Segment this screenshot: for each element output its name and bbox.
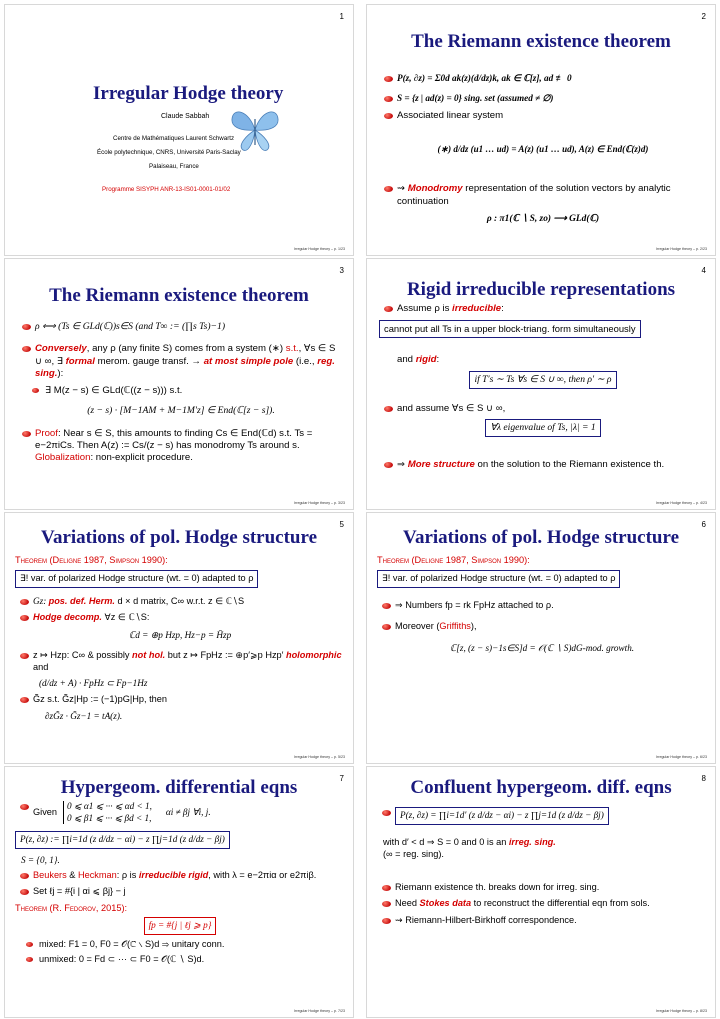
- equation-operator: P(z, ∂z) = Σ0d ak(z)(d/dz)k, ak ∈ ℂ[z], ad ≢ 0: [383, 73, 703, 85]
- holomorphic-bullet: z ↦ Hzp: C∞ & possibly not hol. but z ↦ FpHz := ⊕p′⩾p Hzp′ holomorphic and: [19, 650, 345, 674]
- riemann-breakdown-bullet: Riemann existence th. breaks down for irreg. sing.: [381, 882, 707, 894]
- proof-bullet: Proof: Near s ∈ S, this amounts to finding Cs ∈ End(ℂd) s.t. Ts = e−2πiCs. Then A(z) := Cs/(z − s) has monodromy Ts around s. Globalization: non-explicit procedure.: [21, 428, 341, 465]
- rhb-bullet: ⇝ Riemann-Hilbert-Birkhoff correspondence.: [381, 915, 707, 927]
- singular-set: S = {0, 1}.: [21, 854, 60, 865]
- footer: Irregular Hodge theory – p. 8/23: [656, 1009, 707, 1013]
- author: Claude Sabbah: [161, 113, 210, 120]
- theorem-box: ∃! var. of polarized Hodge structure (wt. = 0) adapted to ρ: [15, 570, 258, 588]
- affiliation-1: Centre de Mathématiques Laurent Schwartz: [113, 135, 235, 142]
- singular-set: S = {z | ad(z) = 0} sing. set (assumed ≠ ∅): [383, 93, 703, 105]
- page-number: 6: [701, 520, 706, 529]
- slide-title: Variations of pol. Hodge structure: [40, 527, 318, 548]
- footer: Irregular Hodge theory – p. 1/23: [294, 247, 345, 251]
- slide-8: [366, 766, 716, 1018]
- butterfly-icon: [229, 105, 281, 155]
- eigenvalue-box: ∀λ eigenvalue of Ts, |λ| = 1: [485, 419, 600, 437]
- page-number: 5: [339, 520, 344, 529]
- hypergeometric-operator: P(z, ∂z) := ∏i=1d (z d/dz − αi) − z ∏j=1d (z d/dz − βj): [15, 831, 230, 849]
- distinct-condition: αi ≠ βj ∀i, j.: [165, 806, 211, 817]
- griffiths-transversality: (d/dz + A) · FpHz ⊂ Fp−1Hz: [39, 678, 148, 689]
- hodge-decomp-bullet: Hodge decomp. ∀z ∈ ℂ∖S:: [19, 612, 345, 624]
- griffiths-bullet: Moreover (Griffiths),: [381, 621, 707, 633]
- footer: Irregular Hodge theory – p. 3/23: [294, 501, 345, 505]
- page-number: 1: [339, 12, 344, 21]
- theorem-label: Theorem (Deligne 1987, Simpson 1990):: [15, 555, 168, 565]
- slide-2: [366, 4, 716, 256]
- page-number: 7: [339, 774, 344, 783]
- metric-bullet: G̃z s.t. G̃z|Hp := (−1)pG|Hp, then: [19, 694, 345, 706]
- fedorov-box: fp = #{j | ℓj ⩾ p}: [144, 917, 217, 935]
- monodromy-bullet: ⇝ Monodromy representation of the solution vectors by analytic continuation: [383, 183, 703, 208]
- page-number: 2: [701, 12, 706, 21]
- page-number: 8: [701, 774, 706, 783]
- slide-title: Variations of pol. Hodge structure: [402, 527, 680, 548]
- hermitian-bullet: Gz: pos. def. Herm. d × d matrix, C∞ w.r.t. z ∈ ℂ∖S: [19, 596, 345, 608]
- rigid-box: if T′s ∼ Ts ∀s ∈ S ∪ ∞, then ρ′ ∼ ρ: [469, 371, 616, 389]
- moderate-growth-equation: ℂ[z, (z − s)−1s∈S]d = 𝒪(ℂ ∖ S)dG-mod. growth.: [449, 643, 635, 654]
- operator-bullet: [381, 807, 707, 825]
- linear-system-bullet: Associated linear system: [383, 110, 703, 122]
- mixed-sub-bullet: mixed: F1 = 0, F0 = 𝒪(ℂ ∖ S)d ⇒ unitary conn.: [15, 939, 345, 951]
- theorem-label: Theorem (R. Fedorov, 2015):: [15, 903, 128, 914]
- slide-title: The Riemann existence theorem: [411, 31, 671, 52]
- grant: Programme SISYPH ANR-13-IS01-0001-01/02: [102, 186, 231, 193]
- theorem-box: ∃! var. of polarized Hodge structure (wt. = 0) adapted to ρ: [377, 570, 620, 588]
- affiliation-3: Palaiseau, France: [149, 163, 199, 170]
- ell-bullet: Set ℓj = #{i | αi ⩽ βj} − j: [19, 886, 345, 898]
- slide-title: Confluent hypergeom. diff. eqns: [410, 777, 672, 798]
- footer: Irregular Hodge theory – p. 6/23: [656, 755, 707, 759]
- slide-1: [4, 4, 354, 256]
- irreducible-box: cannot put all Ts in a upper block-triang. form simultaneously: [379, 320, 641, 338]
- slide-title: Irregular Hodge theory: [93, 83, 284, 104]
- slide-3: [4, 258, 354, 510]
- page-number: 4: [701, 266, 706, 275]
- irreducible-bullet: Assume ρ is irreducible:: [383, 303, 707, 315]
- gauge-sub-bullet: ∃ M(z − s) ∈ GLd(ℂ((z − s))) s.t.: [21, 385, 341, 397]
- converse-bullet: Conversely, any ρ (any finite S) comes from a system (∗) s.t., ∀s ∈ S ∪ ∞, ∃ formal merom. gauge transf. → at most simple pole (i.e., reg. sing.):: [21, 343, 341, 380]
- structure-bullet: ⇒ More structure on the solution to the Riemann existence th.: [383, 459, 707, 471]
- eigenvalue-bullet: and assume ∀s ∈ S ∪ ∞,: [383, 403, 707, 415]
- page-number: 3: [339, 266, 344, 275]
- stokes-bullet: Need Stokes data to reconstruct the differential eqn from sols.: [381, 898, 707, 910]
- slide-title: Hypergeom. differential eqns: [60, 777, 298, 798]
- monodromy-map: ρ : π1(ℂ ∖ S, zo) ⟶ GLd(ℂ): [486, 213, 600, 224]
- affiliation-2: École polytechnique, CNRS, Université Paris-Saclay: [97, 149, 241, 156]
- numbers-bullet: ⇒ Numbers fp = rk FpHz attached to ρ.: [381, 600, 707, 612]
- beta-condition: 0 ⩽ β1 ⩽ ··· ⩽ βd < 1,: [67, 812, 152, 823]
- footer: Irregular Hodge theory – p. 5/23: [294, 755, 345, 759]
- slide-title: Rigid irreducible representations: [406, 279, 676, 300]
- beukers-heckman-bullet: Beukers & Heckman: ρ is irreducible rigid, with λ = e−2πiα or e2πiβ.: [19, 870, 345, 882]
- hodge-decomp-equation: ℂd = ⊕p Hzp, Hz−p = H̄zp: [128, 630, 232, 641]
- confluent-operator: P(z, ∂z) = ∏i=1d′ (z d/dz − αi) − z ∏j=1d (z d/dz − βj): [395, 807, 609, 825]
- linear-system-equation: (∗) d/dz (u1 … ud) = A(z) (u1 … ud), A(z) ∈ End(ℂ(z)d): [437, 143, 649, 154]
- slide-4: [366, 258, 716, 510]
- slide-5: [4, 512, 354, 764]
- slide-7: [4, 766, 354, 1018]
- slide-6: [366, 512, 716, 764]
- footer: Irregular Hodge theory – p. 2/23: [656, 247, 707, 251]
- footer: Irregular Hodge theory – p. 4/23: [656, 501, 707, 505]
- footer: Irregular Hodge theory – p. 7/23: [294, 1009, 345, 1013]
- correspondence-bullet: ρ ⟺ (Ts ∈ GLd(ℂ))s∈S (and T∞ := (∏s Ts)−1): [21, 321, 341, 333]
- rigid-bullet: and rigid:: [397, 354, 440, 366]
- metric-equation: ∂zG̃z · G̃z−1 = tA(z).: [45, 710, 123, 721]
- slide-title: The Riemann existence theorem: [49, 285, 309, 306]
- theorem-label: Theorem (Deligne 1987, Simpson 1990):: [377, 555, 530, 565]
- alpha-condition: 0 ⩽ α1 ⩽ ··· ⩽ αd < 1,: [67, 801, 152, 811]
- gauge-equation: (z − s) · [M−1AM + M−1M′z] ∈ End(ℂ[z − s]).: [87, 405, 275, 417]
- unmixed-sub-bullet: unmixed: 0 = Fd ⊂ ··· ⊂ F0 = 𝒪(ℂ ∖ S)d.: [15, 954, 345, 966]
- given-bullet: Given 0 ⩽ α1 ⩽ ··· ⩽ αd < 1, 0 ⩽ β1 ⩽ ··· ⩽ βd < 1, αi ≠ βj ∀i, j.: [19, 801, 345, 824]
- irregular-singularity-text: with d′ < d ⇒ S = 0 and 0 is an irreg. sing. (∞ = reg. sing).: [383, 836, 556, 859]
